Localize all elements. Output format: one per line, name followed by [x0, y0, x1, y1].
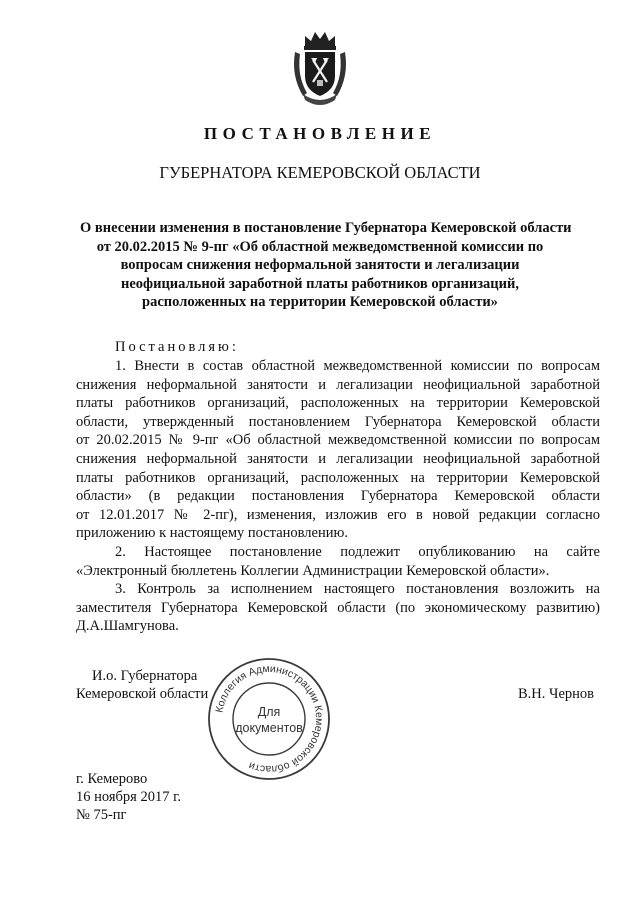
subject-line: вопросам снижения неформальной занятости и легализации: [120, 257, 520, 274]
signatory-position: И.о. Губернатора: [92, 668, 198, 684]
paragraph-3: [76, 580, 600, 636]
decree-word: Постановляю:: [115, 339, 239, 355]
document-number: № 75-пг: [76, 807, 127, 823]
issuer-title: ГУБЕРНАТОРА КЕМЕРОВСКОЙ ОБЛАСТИ: [159, 163, 481, 182]
subject-line: неофициальной заработной платы работников организаций,: [121, 275, 519, 292]
document-body: [76, 357, 600, 636]
text-line: 3. Контроль за исполнением настоящего постановления возложить на: [115, 581, 600, 598]
text-line: платы работников организаций, расположенных на территории Кемеровской: [76, 395, 600, 412]
text-line: снижения неформальной занятости и легализации неофициальной заработной: [76, 450, 600, 467]
text-line: области» (в редакции постановления Губернатора Кемеровской области: [76, 488, 600, 505]
text-line: заместителя Губернатора Кемеровской области (по экономическому развитию): [76, 599, 600, 616]
paragraph-2: [76, 543, 600, 580]
text-line: платы работников организаций, расположенных на территории Кемеровской: [76, 469, 600, 486]
text-line: Д.А.Шамгунова.: [76, 618, 179, 635]
text-line: от 12.01.2017 № 2-пг), изменения, изложив его в новой редакции согласно: [76, 506, 600, 523]
stamp-center-line: документов: [235, 721, 303, 735]
signatory-region: Кемеровской области: [76, 686, 209, 702]
stamp-center-line: Для: [257, 705, 281, 719]
signing-date: 16 ноября 2017 г.: [76, 789, 182, 805]
paragraph-1: [76, 357, 600, 543]
signatory-name: В.Н. Чернов: [518, 686, 594, 702]
subject-line: О внесении изменения в постановление Губернатора Кемеровской области: [80, 220, 572, 236]
regional-coat-of-arms-icon: [291, 30, 349, 106]
official-stamp: [206, 656, 332, 782]
subject-line: расположенных на территории Кемеровской области»: [142, 294, 498, 311]
text-line: области, утвержденный постановлением Губернатора Кемеровской области: [76, 413, 600, 430]
subject-line: от 20.02.2015 № 9-пг «Об областной межведомственной комиссии по: [96, 238, 544, 255]
text-line: приложению к настоящему постановлению.: [76, 525, 348, 542]
signing-place: г. Кемерово: [76, 771, 148, 787]
text-line: 1. Внести в состав областной межведомственной комиссии по вопросам: [115, 358, 600, 374]
document-subject: [80, 219, 572, 312]
document-type-title: ПОСТАНОВЛЕНИЕ: [203, 124, 437, 143]
text-line: снижения неформальной занятости и легализации неофициальной заработной: [76, 376, 600, 393]
text-line: от 20.02.2015 № 9-пг «Об областной межведомственной комиссии по вопросам: [76, 432, 600, 449]
text-line: 2. Настоящее постановление подлежит опубликованию на сайте: [115, 543, 600, 560]
text-line: «Электронный бюллетень Коллегии Администрации Кемеровской области».: [76, 562, 550, 579]
stamp-ring-text: Коллегия Администрации Кемеровской области: [213, 662, 326, 776]
